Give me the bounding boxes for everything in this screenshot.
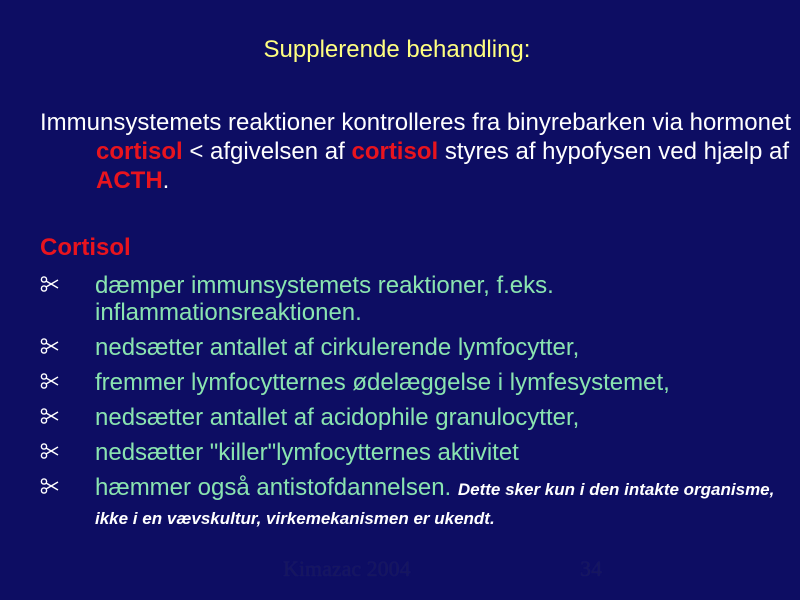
- bullet-item: [40, 334, 780, 361]
- bullet-item: [40, 439, 780, 466]
- scissors-icon: [40, 276, 60, 292]
- intro-text-2: < afgivelsen af: [182, 138, 352, 165]
- footer-page-number: 34: [580, 556, 602, 581]
- bullet-note: Dette sker kun i den intakte organisme, ikke i en vævskultur, virkemekanismen er ukendt.: [95, 480, 775, 528]
- scissors-icon: [40, 443, 60, 459]
- slide-title: Supplerende behandling:: [263, 36, 531, 63]
- cortisol-highlight-1: cortisol: [96, 138, 183, 165]
- acth-highlight: ACTH: [96, 167, 163, 194]
- bullet-text: fremmer lymfocytternes ødelæggelse i lymfesystemet,: [95, 369, 670, 396]
- bullet-item: [40, 404, 780, 431]
- bullet-text: nedsætter antallet af cirkulerende lymfocytter,: [95, 334, 580, 361]
- intro-text-3: styres af hypofysen ved hjælp af: [438, 138, 790, 165]
- cortisol-highlight-2: cortisol: [351, 138, 439, 165]
- intro-text-4: .: [162, 167, 170, 194]
- bullet-item: [40, 369, 780, 396]
- scissors-icon: [40, 408, 60, 424]
- intro-text-1: Immunsystemets reaktioner kontrolleres fra binyrebarken via hormonet: [40, 109, 791, 136]
- bullet-list: [40, 272, 780, 540]
- bullet-item: [40, 474, 780, 532]
- bullet-text: nedsætter "killer"lymfocytternes aktivitet: [95, 439, 519, 466]
- scissors-icon: [40, 338, 60, 354]
- footer-author: Kimazac 2004: [283, 556, 411, 581]
- bullet-item: [40, 272, 780, 326]
- scissors-icon: [40, 478, 60, 494]
- subheading-cortisol: Cortisol: [40, 234, 131, 261]
- intro-paragraph: [40, 108, 800, 195]
- bullet-text: dæmper immunsystemets reaktioner, f.eks. inflammationsreaktionen.: [95, 272, 554, 326]
- bullet-text: nedsætter antallet af acidophile granulocytter,: [95, 404, 580, 431]
- scissors-icon: [40, 373, 60, 389]
- bullet-text: hæmmer også antistofdannelsen.: [95, 474, 458, 501]
